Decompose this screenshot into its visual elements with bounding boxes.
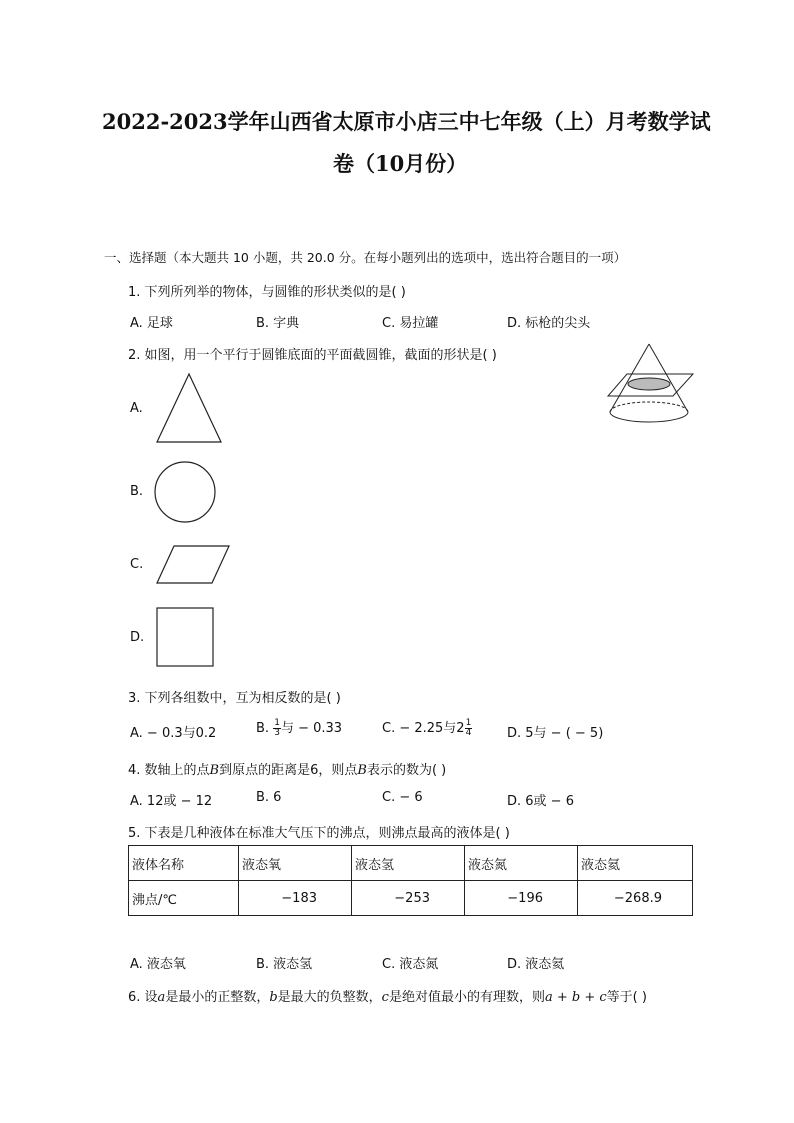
q3-option-d: D. 5与 − ( − 5) <box>507 726 604 741</box>
table-cell: 沸点/℃ <box>129 881 239 916</box>
q1-option-a: A. 足球 <box>130 316 173 331</box>
triangle-shape <box>156 372 222 444</box>
q2-option-b-label: B. <box>130 484 144 499</box>
parallelogram-shape <box>156 545 230 585</box>
q4-stem: 4. 数轴上的点B到原点的距离是6，则点B表示的数为( ) <box>128 763 447 778</box>
q5-option-a: A. 液态氧 <box>130 957 186 972</box>
table-cell: 液态氮 <box>465 846 578 881</box>
q4-option-a: A. 12或 − 12 <box>130 794 213 809</box>
table-cell: −253 <box>352 881 465 916</box>
circle-shape <box>154 461 218 525</box>
q3-b-fraction: $\frac{1}{3}$ <box>274 718 280 738</box>
q1-option-d: D. 标枪的尖头 <box>507 316 591 331</box>
q6-stem: 6. 设a是最小的正整数，b是最大的负整数，c是绝对值最小的有理数，则a + b + c等于( ) <box>128 990 647 1005</box>
title-line-2: 卷（10月份） <box>333 151 468 176</box>
q5-option-b: B. 液态氢 <box>256 957 313 972</box>
table-header-row <box>129 846 693 881</box>
q5-stem: 5. 下表是几种液体在标准大气压下的沸点，则沸点最高的液体是( ) <box>128 826 510 841</box>
q1-option-b: B. 字典 <box>256 316 300 331</box>
title-line-1: 2022-2023学年山西省太原市小店三中七年级（上）月考数学试 <box>102 109 711 134</box>
q3-option-b: B. $\frac{1}{3}$ 与 − 0.33 <box>256 718 343 738</box>
table-row <box>129 881 693 916</box>
table-cell: −183 <box>239 881 352 916</box>
q5-option-c: C. 液态氮 <box>382 957 439 972</box>
q2-stem: 2. 如图，用一个平行于圆锥底面的平面截圆锥，截面的形状是( ) <box>128 348 497 363</box>
q3-option-c: C. − 2.25与2 $\frac{1}{4}$ <box>382 718 472 738</box>
q3-stem: 3. 下列各组数中，互为相反数的是( ) <box>128 691 341 706</box>
table-cell: 液态氦 <box>578 846 693 881</box>
cone-section-figure <box>605 342 697 426</box>
table-cell: 液体名称 <box>129 846 239 881</box>
table-cell: 液态氧 <box>239 846 352 881</box>
table-cell: −196 <box>465 881 578 916</box>
q3-c-fraction: $\frac{1}{4}$ <box>465 718 472 738</box>
q3-option-a: A. − 0.3与0.2 <box>130 726 217 741</box>
q1-option-c: C. 易拉罐 <box>382 316 439 331</box>
q4-option-b: B. 6 <box>256 790 282 805</box>
q4-option-c: C. − 6 <box>382 790 423 805</box>
section-header: 一、选择题（本大题共 10 小题，共 20.0 分。在每小题列出的选项中，选出符合题目的一项） <box>104 250 627 265</box>
table-cell: −268.9 <box>578 881 693 916</box>
q5-option-d: D. 液态氦 <box>507 957 565 972</box>
q2-option-a-label: A. <box>130 401 143 416</box>
q4-option-d: D. 6或 − 6 <box>507 794 574 809</box>
q2-option-c-label: C. <box>130 557 144 572</box>
q1-stem: 1. 下列所列举的物体，与圆锥的形状类似的是( ) <box>128 285 406 300</box>
square-shape <box>156 607 214 667</box>
q2-option-d-label: D. <box>130 630 145 645</box>
boiling-point-table <box>128 845 693 916</box>
table-cell: 液态氢 <box>352 846 465 881</box>
